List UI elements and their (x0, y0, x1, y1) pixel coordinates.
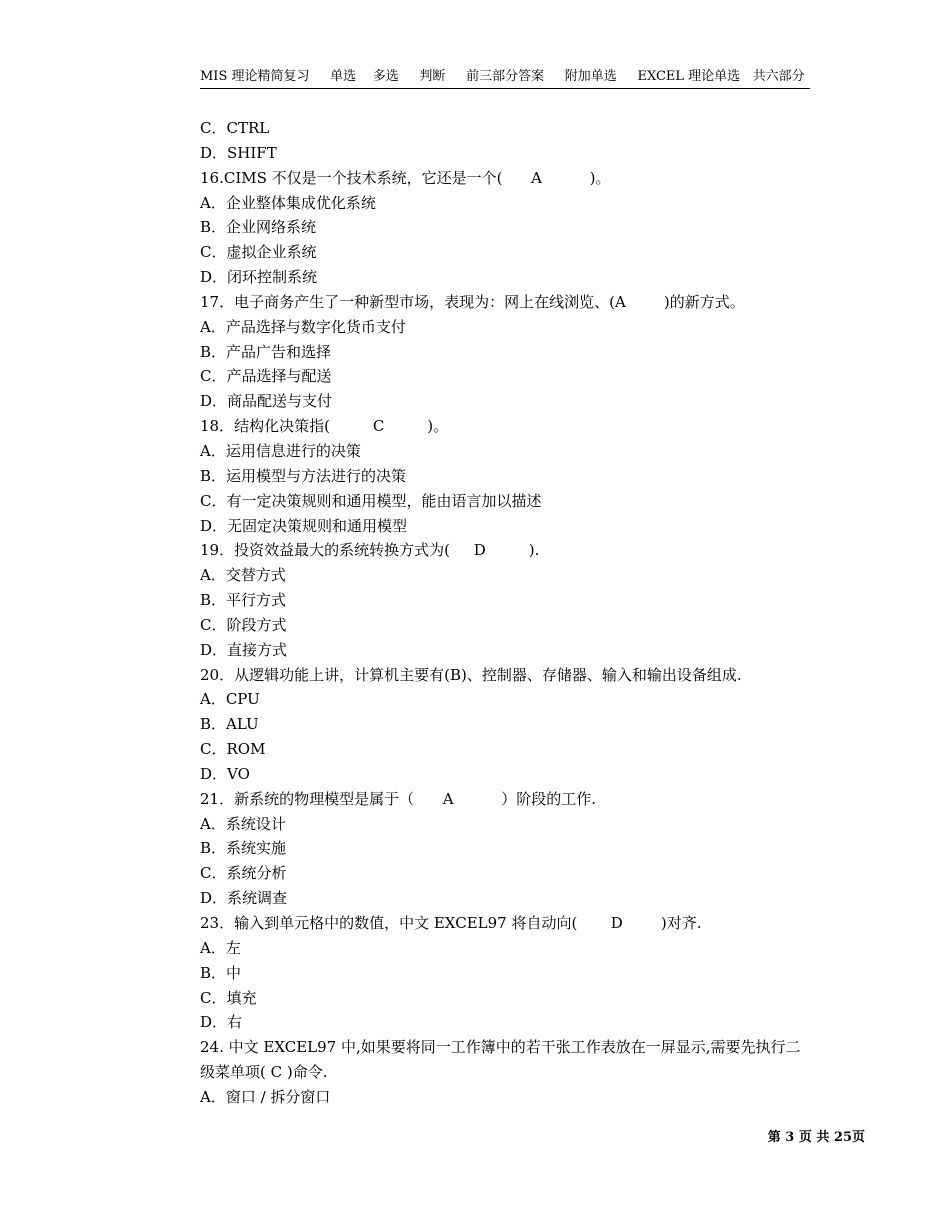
option-line: C．CTRL (200, 119, 270, 137)
option-line: B．ALU (200, 715, 259, 734)
option-line: C．有一定决策规则和通用模型，能由语言加以描述 (200, 491, 542, 510)
option-line: C．ROM (200, 740, 266, 759)
option-line: C．填充 (200, 988, 257, 1007)
option-line: B．平行方式 (200, 591, 287, 610)
header-answers: 前三部分答案 (466, 69, 545, 84)
option-line: B．中 (200, 963, 242, 982)
option-line: A．交替方式 (200, 566, 286, 585)
option-line: A．窗口 / 拆分窗口 (200, 1087, 331, 1106)
header-multi-choice: 多选 (372, 69, 399, 84)
option-line: D．SHIFT (200, 143, 277, 162)
question-24: 24. 中文 EXCEL97 中,如果要将同一工作簿中的若干张工作表放在一屏显示,需要先执行二级菜单项( C )命令. (200, 1038, 801, 1082)
question-17: 17．电子商务产生了一种新型市场，表现为：网上在线浏览、(A )的新方式。 (200, 292, 745, 311)
option-line: C．系统分析 (200, 864, 287, 883)
option-line: A．CPU (200, 690, 260, 709)
option-line: D．闭环控制系统 (200, 268, 318, 287)
option-line: C．阶段方式 (200, 615, 287, 634)
header-extra-single: 附加单选 (564, 69, 617, 84)
option-line: A．系统设计 (200, 814, 286, 833)
option-line: B．产品广告和选择 (200, 342, 332, 361)
option-line: D．直接方式 (200, 640, 288, 659)
page-header (200, 68, 810, 89)
option-line: A．运用信息进行的决策 (200, 441, 361, 460)
question-content (200, 116, 820, 1110)
question-20: 20．从逻辑功能上讲，计算机主要有(B)、控制器、存储器、输入和输出设备组成. (200, 665, 742, 684)
option-line: D．系统调查 (200, 889, 288, 908)
option-line: B．运用模型与方法进行的决策 (200, 466, 407, 485)
question-19: 19．投资效益最大的系统转换方式为( D ). (200, 541, 540, 560)
option-line: D．右 (200, 1013, 243, 1032)
header-true-false: 判断 (419, 69, 446, 84)
question-21: 21．新系统的物理模型是属于（ A ）阶段的工作. (200, 789, 596, 808)
question-23: 23．输入到单元格中的数值，中文 EXCEL97 将自动向( D )对齐. (200, 914, 702, 932)
option-line: B．企业网络系统 (200, 218, 317, 237)
question-18: 18．结构化决策指( C )。 (200, 417, 449, 436)
option-line: D．无固定决策规则和通用模型 (200, 516, 408, 535)
header-title: MIS 理论精简复习 (200, 69, 310, 84)
option-line: B．系统实施 (200, 839, 287, 858)
header-total-parts: 共六部分 (752, 69, 805, 84)
page-number: 第 3 页 共 25页 (767, 1130, 865, 1145)
question-16: 16.CIMS 不仅是一个技术系统，它还是一个( A )。 (200, 168, 611, 187)
option-line: C．虚拟企业系统 (200, 243, 317, 262)
option-line: D．VO (200, 764, 250, 783)
header-single-choice: 单选 (330, 69, 357, 84)
option-line: D．商品配送与支付 (200, 392, 333, 411)
option-line: A．企业整体集成优化系统 (200, 193, 376, 212)
option-line: A．左 (200, 938, 241, 957)
option-line: C．产品选择与配送 (200, 367, 332, 386)
option-line: A．产品选择与数字化货币支付 (200, 317, 406, 336)
header-excel-single: EXCEL 理论单选 (637, 69, 741, 84)
